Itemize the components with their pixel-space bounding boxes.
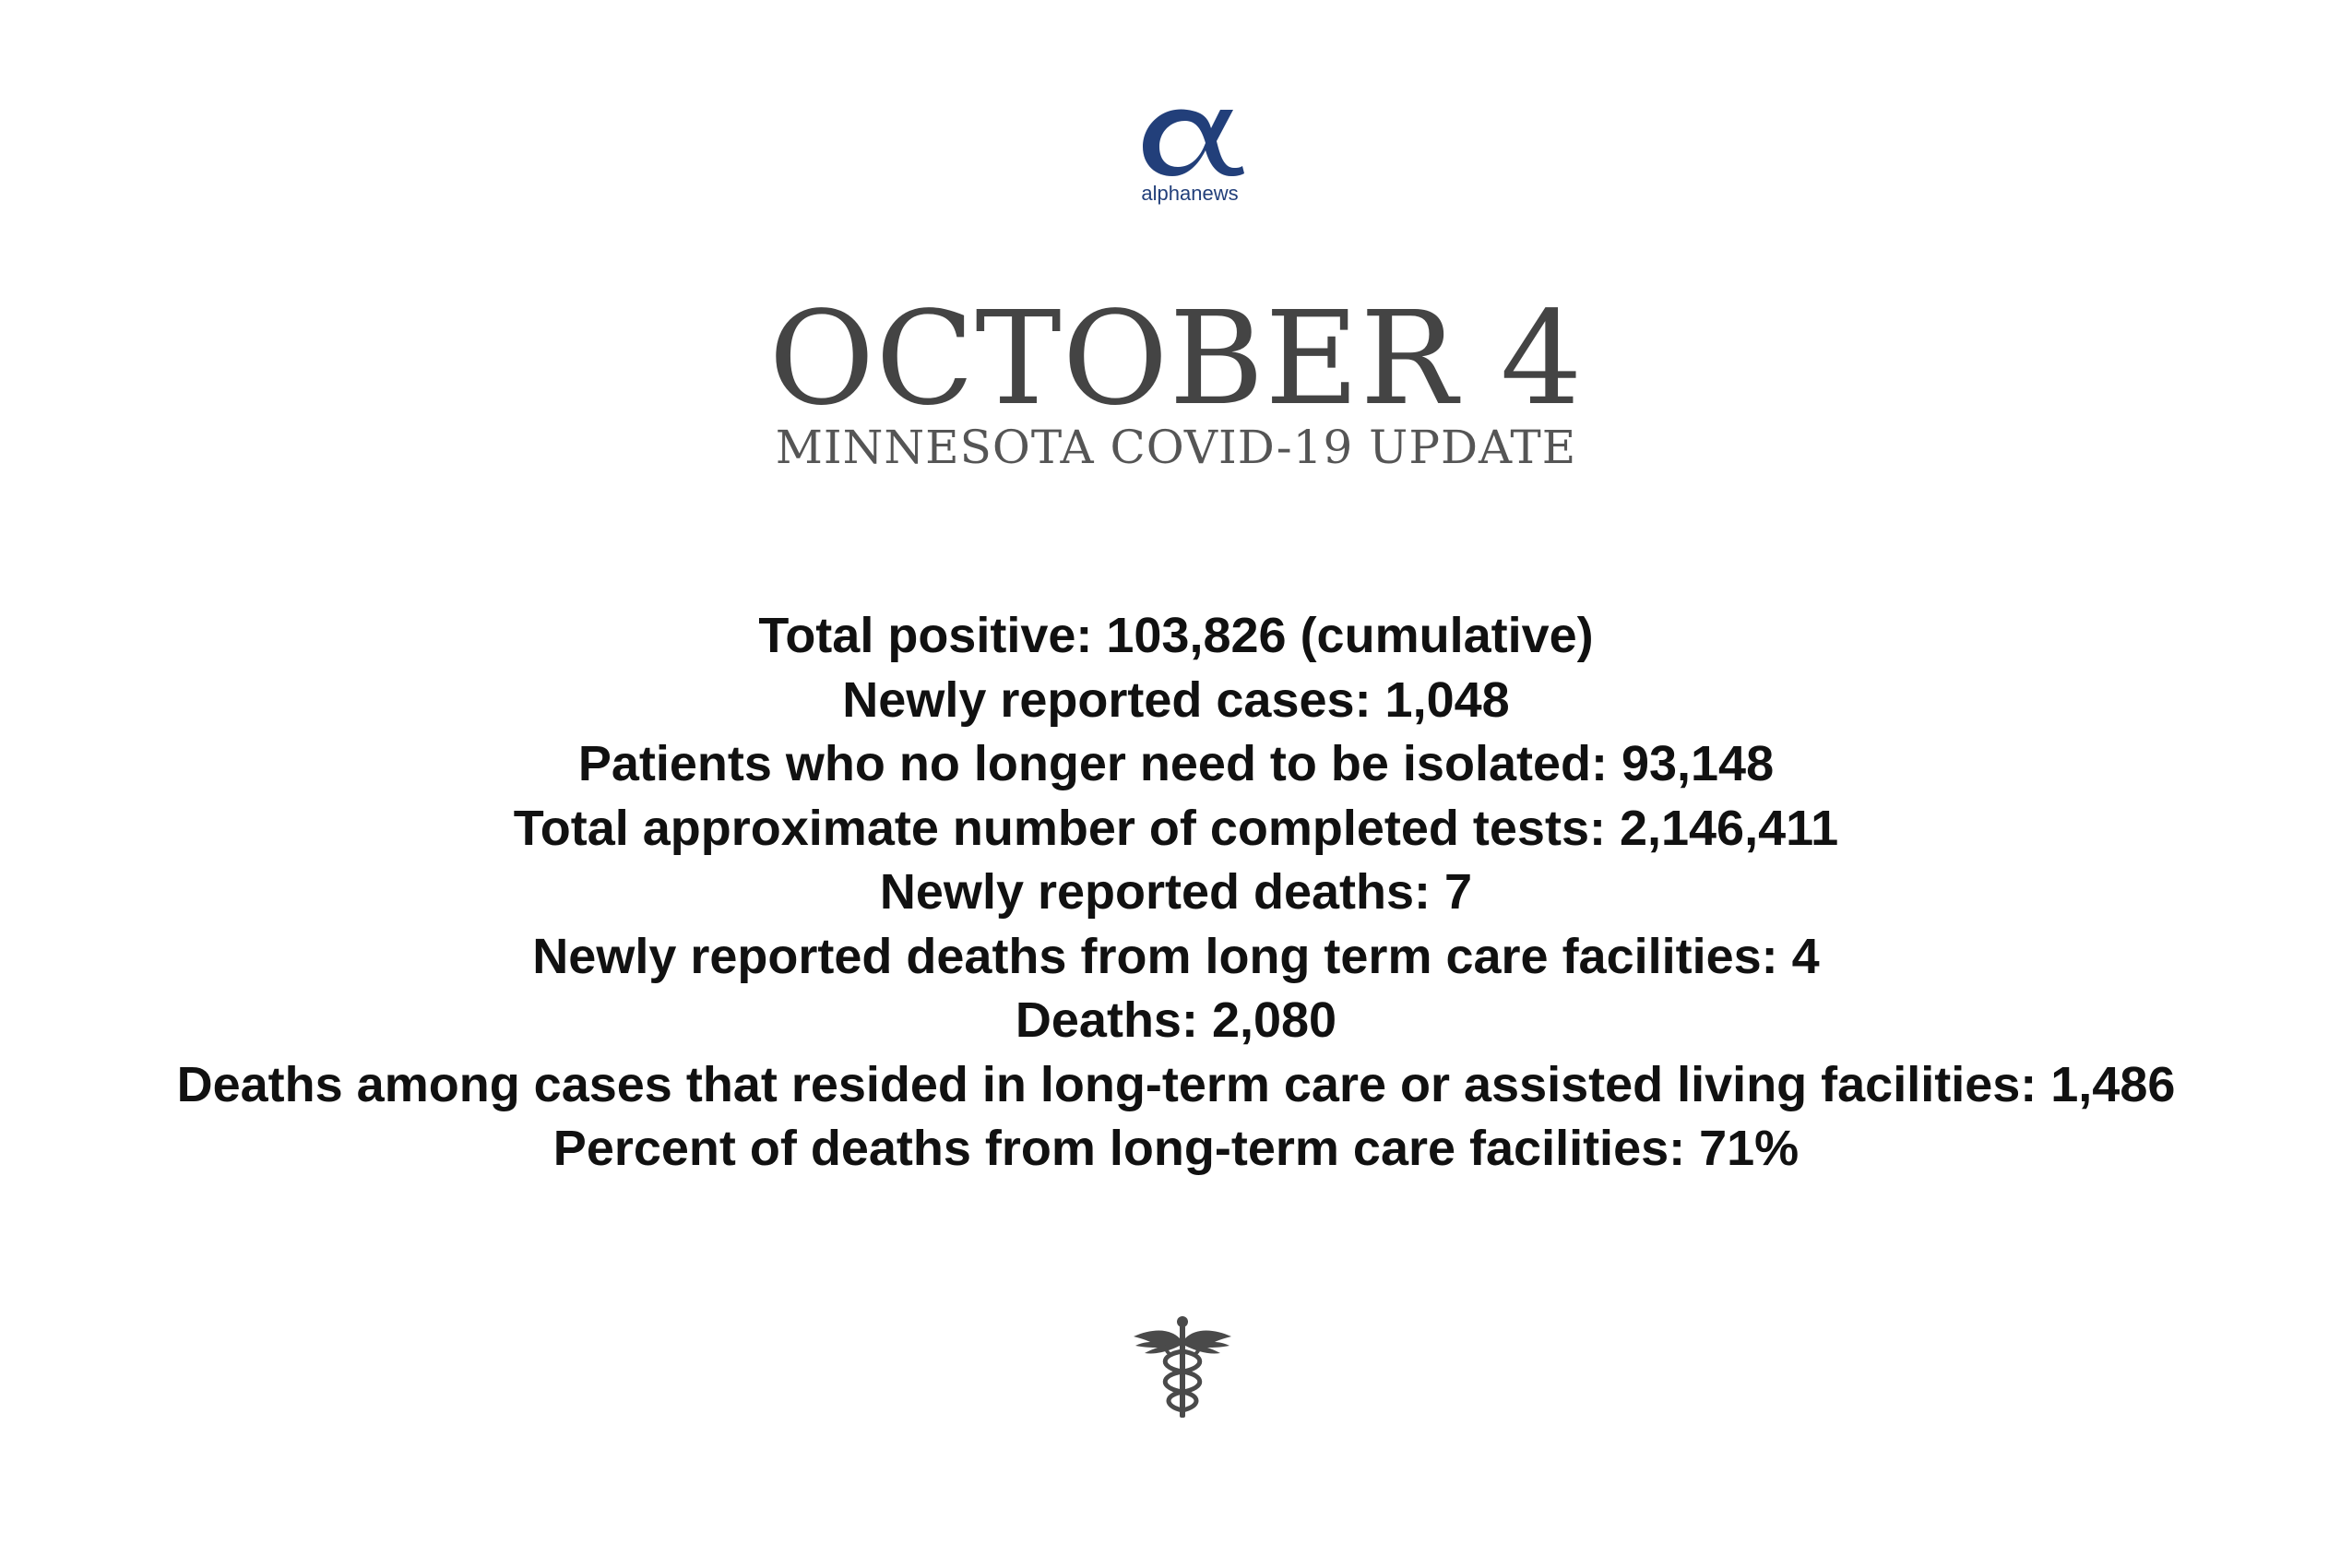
date-headline: OCTOBER 4 <box>768 284 1584 434</box>
alphanews-wordmark <box>1130 182 1250 206</box>
stat-no-longer-isolated: Patients who no longer need to be isolated: 93,148 <box>577 736 1775 791</box>
stat-ltc-deaths: Deaths among cases that resided in long-term care or assisted living facilities: 1,486 <box>176 1056 2176 1112</box>
stat-total-positive: Total positive: 103,826 (cumulative) <box>758 608 1594 663</box>
wordmark-prefix: alpha <box>1141 182 1192 205</box>
wordmark-suffix: news <box>1191 182 1239 205</box>
update-subtitle: MINNESOTA COVID-19 UPDATE <box>775 421 1577 474</box>
stat-newly-reported-cases: Newly reported cases: 1,048 <box>842 671 1510 728</box>
stat-total-deaths: Deaths: 2,080 <box>1015 992 1337 1048</box>
caduceus-icon <box>1132 1314 1233 1420</box>
stats-list <box>0 604 2352 1182</box>
stat-newly-reported-deaths: Newly reported deaths: 7 <box>879 864 1473 920</box>
stat-completed-tests: Total approximate number of completed tests: 2,146,411 <box>513 800 1839 856</box>
stat-ltc-death-percent: Percent of deaths from long-term care facilities: 71% <box>552 1121 1800 1176</box>
stat-ltc-new-deaths: Newly reported deaths from long term care facilities: 4 <box>532 928 1820 984</box>
alpha-logo-icon <box>1130 97 1250 182</box>
alphanews-logo <box>1130 97 1250 208</box>
